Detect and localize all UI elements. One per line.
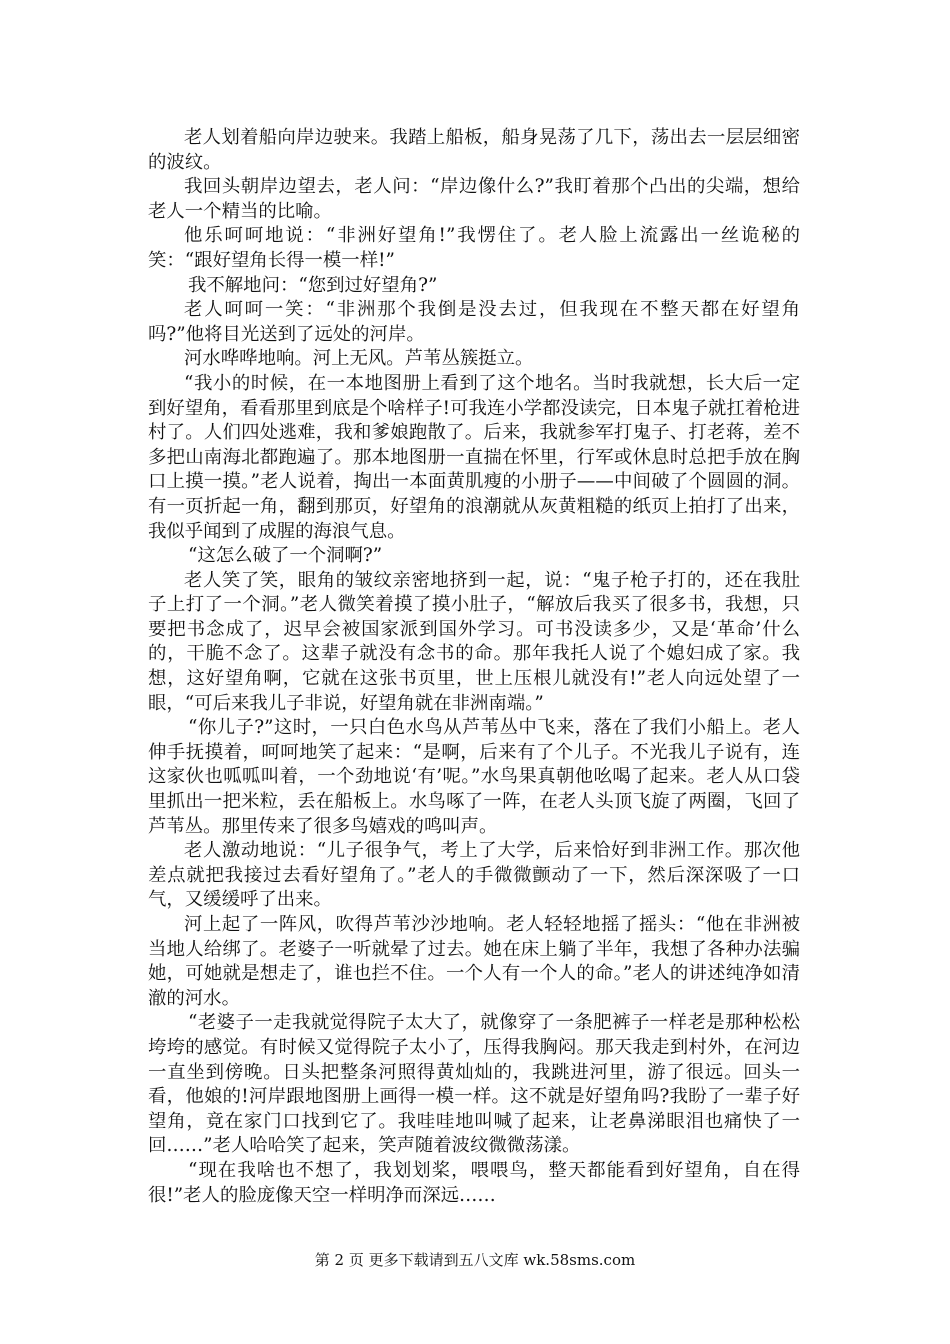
paragraph: 他乐呵呵地说：“非洲好望角!”我愣住了。老人脸上流露出一丝诡秘的笑：“跟好望角长得一模一样!” [148, 225, 800, 271]
paragraph: “现在我啥也不想了，我划划桨，喂喂鸟，整天都能看到好望角，自在得很!”老人的脸庞像天空一样明净而深远…… [148, 1159, 800, 1206]
article-body [148, 126, 800, 1208]
paragraph: 我不解地问：“您到过好望角?” [188, 274, 438, 296]
paragraph: 老人笑了笑，眼角的皱纹亲密地挤到一起，说：“鬼子枪子打的，还在我肚子上打了一个洞。”老人微笑着摸了摸小肚子，“解放后我买了很多书，我想，只要把书念成了，迟早会被国家派到国外学习。可书没读多少，又是‘革命’什么的，干脆不念了。这辈子就没有念书的命。那年我托人说了个媳妇成了家。我想，这好望角啊，它就在这张书页里，世上压根儿就没有!”老人向远处望了一眼，“可后来我儿子非说，好望角就在非洲南端。” [148, 569, 800, 714]
paragraph: 河上起了一阵风，吹得芦苇沙沙地响。老人轻轻地摇了摇头：“他在非洲被当地人给绑了。老婆子一听就晕了过去。她在床上躺了半年，我想了各种办法骗她，可她就是想走了，谁也拦不住。一个人有一个人的命。”老人的讲述纯净如清澈的河水。 [148, 914, 800, 1009]
paragraph: 河水哗哗地响。河上无风。芦苇丛簇挺立。 [184, 348, 534, 370]
paragraph: “我小的时候，在一本地图册上看到了这个地名。当时我就想，长大后一定到好望角，看看那里到底是个啥样子!可我连小学都没读完，日本鬼子就扛着枪进村了。人们四处逃难，我和爹娘跑散了。后来，我就参军打鬼子、打老蒋，差不多把山南海北都跑遍了。那本地图册一直揣在怀里，行军或休息时总把手放在胸口上摸一摸。”老人说着，掏出一本面黄肌瘦的小册子——中间破了个圆圆的洞。有一页折起一角，翻到那页，好望角的浪潮就从灰黄粗糙的纸页上拍打了出来，我似乎闻到了成腥的海浪气息。 [148, 372, 800, 542]
page-footer: 第 2 页 更多下载请到五八文库 wk.58sms.com [314, 1251, 636, 1269]
paragraph: 我回头朝岸边望去，老人问：“岸边像什么?”我盯着那个凸出的尖端，想给老人一个精当的比喻。 [148, 176, 800, 222]
paragraph: 老人激动地说：“儿子很争气，考上了大学，后来恰好到非洲工作。那次他差点就把我接过去看好望角了。”老人的手微微颤动了一下，然后深深吸了一口气，又缓缓呼了出来。 [148, 840, 800, 911]
paragraph: “老婆子一走我就觉得院子太大了，就像穿了一条肥裤子一样老是那种松松垮垮的感觉。有时候又觉得院子太小了，压得我胸闷。那天我走到村外，在河边一直坐到傍晚。日头把整条河照得黄灿灿的，我跳进河里，游了很远。回头一看，他娘的!河岸跟地图册上画得一模一样。这不就是好望角吗?我盼了一辈子好望角，竟在家门口找到它了。我哇哇地叫喊了起来，让老鼻涕眼泪也痛快了一回……”老人哈哈笑了起来，笑声随着波纹微微荡漾。 [148, 1012, 800, 1157]
paragraph: “这怎么破了一个洞啊?” [188, 545, 383, 567]
paragraph: “你儿子?”这时，一只白色水鸟从芦苇丛中飞来，落在了我们小船上。老人伸手抚摸着，呵呵地笑了起来：“是啊，后来有了个儿子。不光我儿子说有，连这家伙也呱呱叫着，一个劲地说‘有’呢。”水鸟果真朝他吆喝了起来。老人从口袋里抓出一把米粒，丢在船板上。水鸟啄了一阵，在老人头顶飞旋了两圈，飞回了芦苇丛。那里传来了很多鸟嬉戏的鸣叫声。 [148, 717, 800, 837]
paragraph: 老人呵呵一笑：“非洲那个我倒是没去过，但我现在不整天都在好望角吗?”他将目光送到了远处的河岸。 [148, 299, 800, 345]
paragraph: 老人划着船向岸边驶来。我踏上船板，船身晃荡了几下，荡出去一层层细密的波纹。 [148, 127, 800, 173]
